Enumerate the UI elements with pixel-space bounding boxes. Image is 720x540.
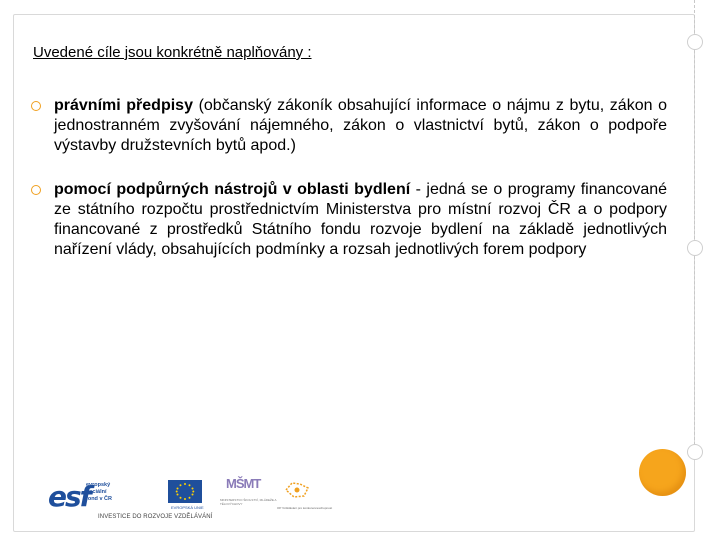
bullet-text: (občanský zákoník obsahující informace o nájmu z bytu, zákon o jednostranném zvyšování nájemného, zákon o vlastnictví bytů, zákon o podpoře výstavby družstevních bytů apod.)	[54, 97, 667, 154]
slide-frame	[13, 14, 695, 532]
esf-logo: esf	[48, 480, 90, 513]
bullet-text: - jedná se o programy financované ze státního rozpočtu prostřednictvím Ministerstva pro místní rozvoj ČR a o podpory financované z prostředků Státního fondu rozvoje bydlení na základě jednotlivých nařízení vlády, obsahujících podmínky a rozsah jednotlivých forem podpory	[54, 181, 668, 258]
op-logo-icon	[284, 480, 310, 500]
bullet-item	[31, 96, 667, 156]
eu-logo-text: EVROPSKÁ UNIE	[171, 505, 204, 510]
bullet-bold-term: právními předpisy	[54, 97, 193, 114]
decorative-ring	[687, 444, 703, 460]
eu-flag-icon	[168, 480, 202, 503]
decorative-ring	[687, 34, 703, 50]
msmt-logo: MŠMT	[226, 476, 261, 491]
bullet-list	[31, 96, 667, 260]
bullet-ring-icon	[31, 101, 41, 111]
op-logo-text: OP Vzdělávání pro konkurenceschopnost	[277, 506, 333, 510]
decorative-ring	[687, 240, 703, 256]
bullet-item	[31, 180, 667, 260]
bullet-bold-term: pomocí podpůrných nástrojů v oblasti bydlení	[54, 181, 411, 198]
right-decorative-rule	[694, 0, 695, 450]
logo-caption: INVESTICE DO ROZVOJE VZDĚLÁVÁNÍ	[98, 514, 213, 520]
esf-logo-text: evropský sociální fond v ČR	[86, 482, 112, 502]
msmt-logo-text: MINISTERSTVO ŠKOLSTVÍ, MLÁDEŽE A TĚLOVÝCHOVY	[220, 498, 277, 506]
slide-heading: Uvedené cíle jsou konkrétně naplňovány :	[33, 44, 312, 61]
funding-logos	[48, 474, 333, 524]
bullet-ring-icon	[31, 185, 41, 195]
orange-circle-decoration	[639, 449, 686, 496]
